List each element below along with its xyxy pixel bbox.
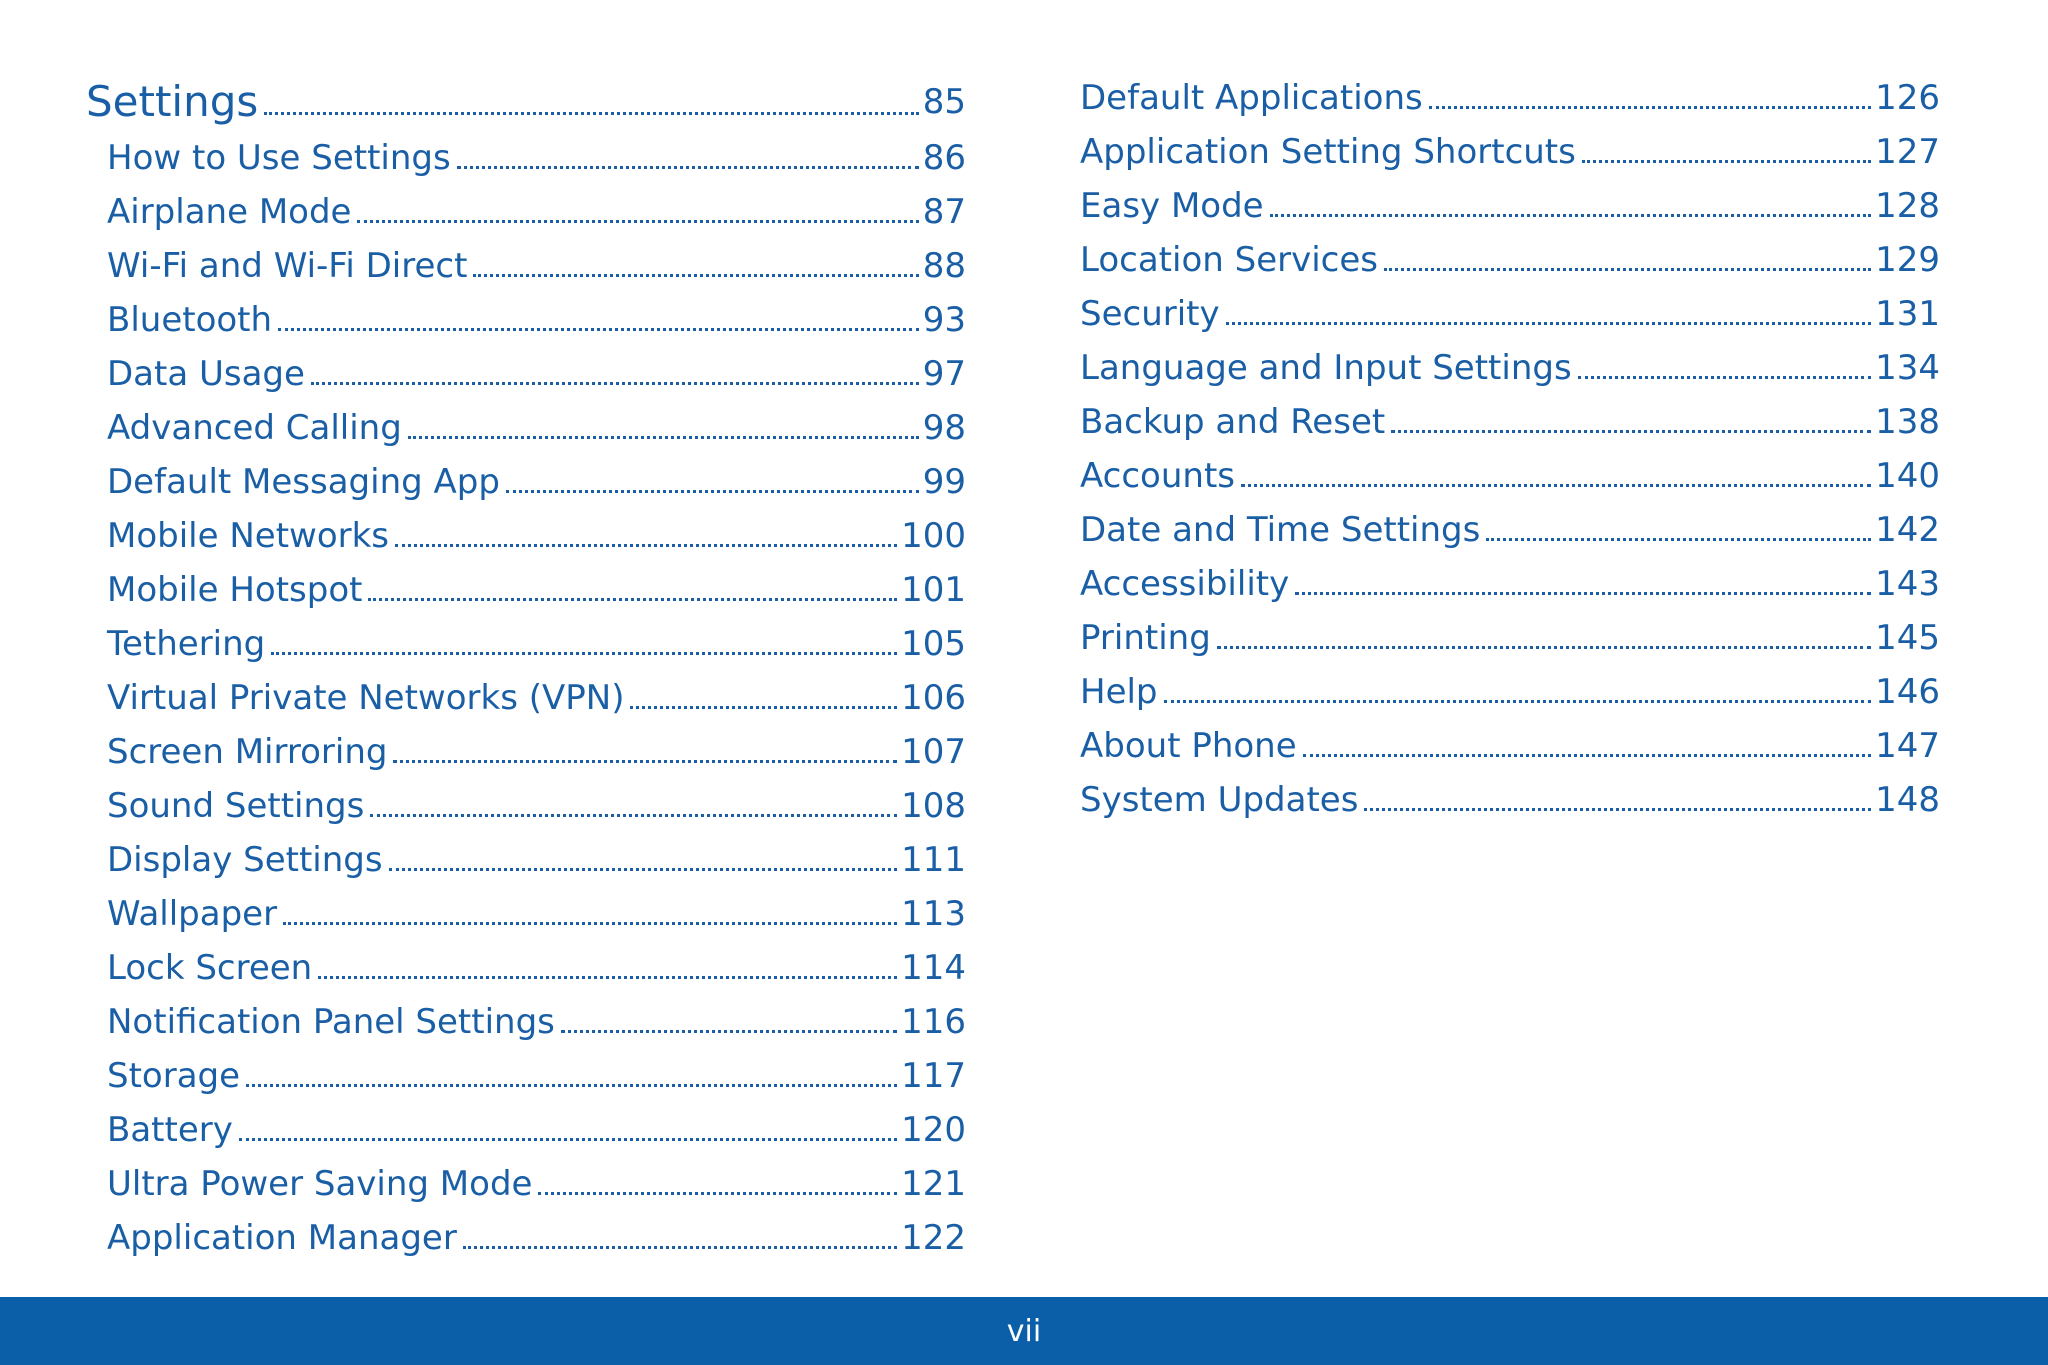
toc-entry-page: 100: [901, 516, 966, 556]
dot-leader: [1578, 346, 1871, 390]
toc-entry-page: 140: [1875, 456, 1940, 496]
toc-entry-title: Tethering: [107, 624, 266, 664]
dot-leader: [1217, 616, 1871, 660]
dot-leader: [318, 946, 897, 990]
dot-leader: [463, 1216, 897, 1260]
toc-entry[interactable]: [86, 298, 966, 342]
toc-entry[interactable]: [86, 352, 966, 396]
toc-entry-title: Bluetooth: [107, 300, 273, 340]
toc-entry-page: 138: [1875, 402, 1940, 442]
dot-leader: [368, 568, 897, 612]
toc-entry-page: 117: [901, 1056, 966, 1096]
toc-entry-page: 114: [901, 948, 966, 988]
toc-entry-title: Wallpaper: [107, 894, 278, 934]
toc-entry[interactable]: [86, 514, 966, 558]
dot-leader: [395, 514, 897, 558]
toc-entry-page: 142: [1875, 510, 1940, 550]
dot-leader: [1391, 400, 1871, 444]
toc-entry-title: Default Applications: [1080, 78, 1423, 118]
toc-entry-title: Sound Settings: [107, 786, 365, 826]
toc-entry[interactable]: [1080, 400, 1940, 444]
dot-leader: [473, 244, 918, 288]
toc-entry-title: Wi-Fi and Wi-Fi Direct: [107, 246, 468, 286]
toc-entry-page: 147: [1875, 726, 1940, 766]
toc-entry[interactable]: [86, 1108, 966, 1152]
toc-entry-title: Airplane Mode: [107, 192, 352, 232]
toc-entry-title: About Phone: [1080, 726, 1297, 766]
toc-entry[interactable]: [86, 1054, 966, 1098]
toc-entry-title: Accounts: [1080, 456, 1235, 496]
toc-entry-page: 107: [901, 732, 966, 772]
dot-leader: [370, 784, 897, 828]
toc-entry-page: 116: [901, 1002, 966, 1042]
toc-entry-page: 88: [922, 246, 966, 286]
toc-entry[interactable]: [86, 136, 966, 180]
dot-leader: [457, 136, 919, 180]
toc-entry-page: 134: [1875, 348, 1940, 388]
toc-entry-title: Application Manager: [107, 1218, 457, 1258]
toc-entry-page: 146: [1875, 672, 1940, 712]
toc-entry[interactable]: [1080, 724, 1940, 768]
toc-entry[interactable]: [1080, 76, 1940, 120]
toc-entry[interactable]: [1080, 238, 1940, 282]
dot-leader: [239, 1108, 897, 1152]
toc-entry-title: Mobile Hotspot: [107, 570, 363, 610]
dot-leader: [1241, 454, 1871, 498]
toc-entry-page: 128: [1875, 186, 1940, 226]
toc-entry[interactable]: [1080, 346, 1940, 390]
toc-entry-page: 86: [922, 138, 966, 178]
toc-entry[interactable]: [86, 622, 966, 666]
toc-entry-title: Battery: [107, 1110, 233, 1150]
toc-entry[interactable]: [86, 838, 966, 882]
toc-entry-title: Default Messaging App: [107, 462, 500, 502]
toc-entry-title: How to Use Settings: [107, 138, 451, 178]
toc-entry-title: System Updates: [1080, 780, 1359, 820]
toc-entry[interactable]: [1080, 184, 1940, 228]
toc-entry-page: 101: [901, 570, 966, 610]
toc-entry[interactable]: [86, 676, 966, 720]
dot-leader: [561, 1000, 897, 1044]
toc-entry-title: Lock Screen: [107, 948, 313, 988]
toc-entry-page: 98: [922, 408, 966, 448]
toc-entry-page: 111: [901, 840, 966, 880]
toc-entry[interactable]: [1080, 616, 1940, 660]
toc-entry[interactable]: [86, 1000, 966, 1044]
toc-entry-page: 93: [922, 300, 966, 340]
toc-entry-page: 120: [901, 1110, 966, 1150]
toc-entry-page: 127: [1875, 132, 1940, 172]
toc-entry-title: Screen Mirroring: [107, 732, 388, 772]
toc-entry-page: 122: [901, 1218, 966, 1258]
toc-entry[interactable]: [86, 1216, 966, 1260]
toc-entry[interactable]: [1080, 778, 1940, 822]
toc-entry-page: 129: [1875, 240, 1940, 280]
toc-entry-page: 126: [1875, 78, 1940, 118]
toc-entry-title: Ultra Power Saving Mode: [107, 1164, 533, 1204]
dot-leader: [283, 892, 897, 936]
toc-entry-page: 121: [901, 1164, 966, 1204]
toc-heading-settings[interactable]: [86, 76, 966, 128]
dot-leader: [1270, 184, 1871, 228]
toc-entry-title: Application Setting Shortcuts: [1080, 132, 1576, 172]
dot-leader: [1486, 508, 1871, 552]
dot-leader: [1582, 130, 1871, 174]
toc-entry-title: Easy Mode: [1080, 186, 1264, 226]
toc-entry-title: Storage: [107, 1056, 241, 1096]
footer-bar: [0, 1297, 2048, 1365]
toc-heading-page: 85: [922, 82, 966, 122]
toc-entry-page: 148: [1875, 780, 1940, 820]
toc-entry-title: Data Usage: [107, 354, 305, 394]
toc-entry-page: 131: [1875, 294, 1940, 334]
toc-entry[interactable]: [86, 460, 966, 504]
toc-entry[interactable]: [86, 730, 966, 774]
toc-entry-title: Language and Input Settings: [1080, 348, 1572, 388]
toc-heading-title: Settings: [86, 77, 259, 126]
footer-page-number: vii: [1006, 1313, 1042, 1349]
dot-leader: [1295, 562, 1871, 606]
toc-entry-page: 143: [1875, 564, 1940, 604]
dot-leader: [630, 676, 897, 720]
dot-leader: [264, 76, 918, 128]
toc-entry-title: Mobile Networks: [107, 516, 390, 556]
dot-leader: [1364, 778, 1871, 822]
toc-entry-page: 113: [901, 894, 966, 934]
dot-leader: [538, 1162, 897, 1206]
dot-leader: [1384, 238, 1871, 282]
dot-leader: [393, 730, 897, 774]
dot-leader: [1226, 292, 1871, 336]
dot-leader: [357, 190, 918, 234]
toc-entry-title: Advanced Calling: [107, 408, 402, 448]
dot-leader: [246, 1054, 897, 1098]
toc-entry[interactable]: [1080, 130, 1940, 174]
toc-entry-title: Accessibility: [1080, 564, 1290, 604]
dot-leader: [271, 622, 897, 666]
toc-entry-title: Virtual Private Networks (VPN): [107, 678, 625, 718]
toc-entry[interactable]: [86, 244, 966, 288]
dot-leader: [1303, 724, 1871, 768]
toc-entry[interactable]: [86, 946, 966, 990]
toc-entry-page: 97: [922, 354, 966, 394]
toc-entry[interactable]: [86, 892, 966, 936]
dot-leader: [1164, 670, 1872, 714]
toc-entry[interactable]: [86, 1162, 966, 1206]
toc-entry[interactable]: [1080, 670, 1940, 714]
toc-entry-title: Date and Time Settings: [1080, 510, 1481, 550]
dot-leader: [506, 460, 919, 504]
dot-leader: [1429, 76, 1871, 120]
toc-entry-title: Backup and Reset: [1080, 402, 1386, 442]
toc-entry-page: 99: [922, 462, 966, 502]
toc-entry-page: 145: [1875, 618, 1940, 658]
toc-entry-title: Printing: [1080, 618, 1211, 658]
toc-entry-title: Location Services: [1080, 240, 1378, 280]
toc-entry[interactable]: [86, 406, 966, 450]
dot-leader: [389, 838, 898, 882]
dot-leader: [408, 406, 919, 450]
toc-entry-title: Help: [1080, 672, 1158, 712]
toc-entry-page: 105: [901, 624, 966, 664]
toc-entry[interactable]: [86, 568, 966, 612]
toc-entry[interactable]: [1080, 454, 1940, 498]
toc-entry[interactable]: [1080, 562, 1940, 606]
toc-entry-title: Security: [1080, 294, 1220, 334]
toc-entry[interactable]: [1080, 292, 1940, 336]
toc-entry-title: Notification Panel Settings: [107, 1002, 555, 1042]
dot-leader: [278, 298, 919, 342]
toc-entry-page: 106: [901, 678, 966, 718]
toc-entry[interactable]: [1080, 508, 1940, 552]
dot-leader: [311, 352, 919, 396]
toc-entry[interactable]: [86, 190, 966, 234]
toc-entry-page: 108: [901, 786, 966, 826]
toc-entry-page: 87: [922, 192, 966, 232]
toc-entry-title: Display Settings: [107, 840, 383, 880]
toc-entry[interactable]: [86, 784, 966, 828]
